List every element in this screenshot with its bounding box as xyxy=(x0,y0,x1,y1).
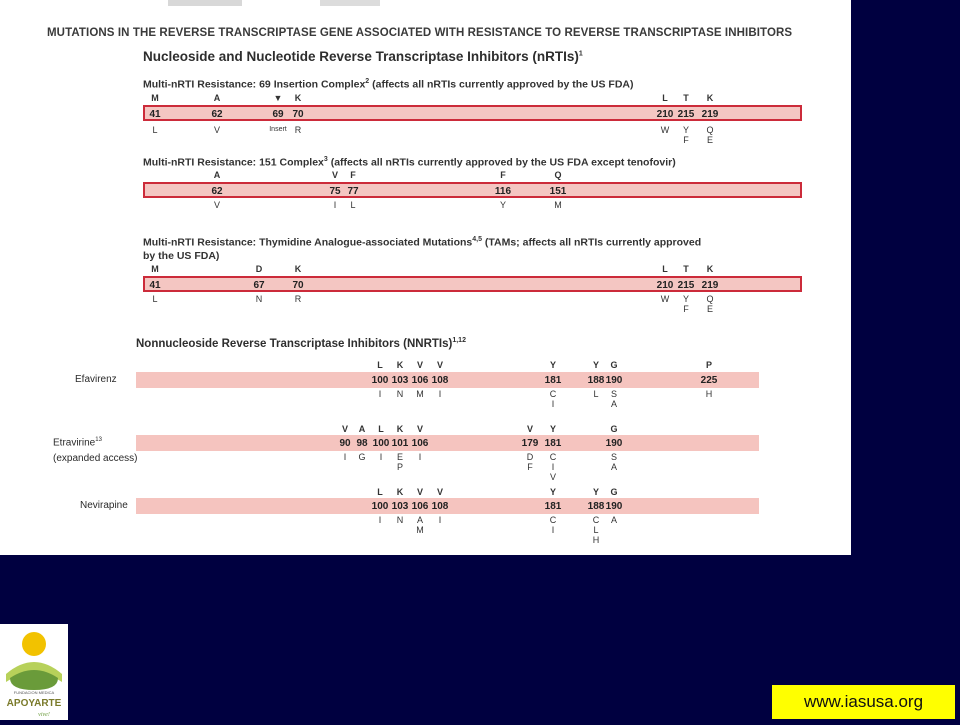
logo-sun-icon xyxy=(22,632,46,656)
codon-position: 106 xyxy=(411,501,429,512)
nrti-group-3-subtitle: Multi-nRTI Resistance: Thymidine Analogue-associated Mutations$^{4,5}$ (TAMs; affects all nRTIs currently approved xyxy=(143,236,702,249)
mutation-residue: Y xyxy=(499,200,506,210)
mutation-residue: Q xyxy=(706,294,714,304)
wild-type-residue: K xyxy=(706,93,714,103)
wild-type-residue: Y xyxy=(592,360,599,370)
mutation-residues xyxy=(420,515,460,525)
codon-position: 108 xyxy=(431,375,449,386)
source-url[interactable]: www.iasusa.org xyxy=(772,685,955,719)
mutation-residue: I xyxy=(551,525,555,535)
mutation-residue: L xyxy=(152,294,158,304)
mutation-residues xyxy=(135,125,175,135)
mutation-residues xyxy=(278,294,318,304)
mutation-residue: A xyxy=(610,515,617,525)
codon-position: 151 xyxy=(549,186,567,197)
mutation-residue: F xyxy=(683,304,689,314)
wild-type-residue: V xyxy=(416,424,423,434)
codon-position: 210 xyxy=(656,109,674,120)
mutation-residue: N xyxy=(396,515,404,525)
codon-position: 70 xyxy=(292,280,304,291)
codon-position: 103 xyxy=(391,375,409,386)
etravirine-band xyxy=(136,435,759,451)
mutation-residues xyxy=(533,452,573,482)
drug-etravirine-note: (expanded access) xyxy=(53,453,138,464)
mutation-residues xyxy=(690,125,730,145)
mutation-residue: Insert xyxy=(269,126,287,133)
codon-position: 215 xyxy=(677,109,695,120)
codon-position: 190 xyxy=(605,375,623,386)
wild-type-residue: P xyxy=(705,360,712,370)
mutation-residues xyxy=(689,389,729,399)
wild-type-residue: K xyxy=(294,93,302,103)
codon-position: 210 xyxy=(656,280,674,291)
codon-position: 188 xyxy=(587,375,605,386)
wild-type-residue: Y xyxy=(549,487,556,497)
codon-position: 98 xyxy=(356,438,368,449)
mutation-residue: H xyxy=(705,389,713,399)
mutation-residue: S xyxy=(610,389,617,399)
mutation-residue: I xyxy=(438,515,442,525)
mutation-residue: C xyxy=(549,452,557,462)
mutation-residues xyxy=(333,200,373,210)
mutation-residues xyxy=(278,125,318,135)
mutation-residue: G xyxy=(358,452,366,462)
codon-position: 62 xyxy=(211,109,223,120)
codon-position: 100 xyxy=(372,438,390,449)
wild-type-residue: K xyxy=(706,264,714,274)
mutation-residue: L xyxy=(593,389,599,399)
wild-type-residue: A xyxy=(213,170,221,180)
codon-position: 67 xyxy=(253,280,265,291)
mutation-residue: L xyxy=(152,125,158,135)
codon-position: 100 xyxy=(371,375,389,386)
mutation-residues xyxy=(594,515,634,525)
wild-type-residue: V xyxy=(416,487,423,497)
wild-type-residue: K xyxy=(396,424,404,434)
mutation-residue: C xyxy=(549,389,557,399)
mutation-residues xyxy=(400,452,440,462)
mutation-residue: F xyxy=(683,135,689,145)
nnrti-section-title: Nonnucleoside Reverse Transcriptase Inhibitors (NNRTIs)$^{1,12}$ xyxy=(136,337,466,350)
top-tab-fragment xyxy=(168,0,242,6)
logo-graphic xyxy=(0,624,68,720)
mutation-residue: V xyxy=(213,125,220,135)
codon-position: 215 xyxy=(677,280,695,291)
mutation-residue: N xyxy=(255,294,263,304)
codon-position: 75 xyxy=(329,186,341,197)
mutation-residues xyxy=(239,294,279,304)
table-title: MUTATIONS IN THE REVERSE TRANSCRIPTASE GENE ASSOCIATED WITH RESISTANCE TO REVERSE TRANSCRIPTASE INHIBITORS xyxy=(47,27,793,39)
nrti-section-title: Nucleoside and Nucleotide Reverse Transcriptase Inhibitors (nRTIs)$^1$ xyxy=(143,49,583,64)
wild-type-residue: A xyxy=(213,93,221,103)
wild-type-residue: T xyxy=(683,93,689,103)
mutation-residue: S xyxy=(610,452,617,462)
wild-type-residue: V xyxy=(341,424,348,434)
mutation-residues xyxy=(594,389,634,409)
codon-position: 77 xyxy=(347,186,359,197)
mutation-residue: Y xyxy=(682,125,689,135)
mutation-residue: A xyxy=(416,515,423,525)
wild-type-residue: Y xyxy=(592,487,599,497)
wild-type-residue: K xyxy=(294,264,302,274)
drug-nevirapine: Nevirapine xyxy=(80,500,128,511)
codon-position: 188 xyxy=(587,501,605,512)
mutation-residue: C xyxy=(592,515,600,525)
mutation-residue: Y xyxy=(682,294,689,304)
codon-position: 181 xyxy=(544,501,562,512)
wild-type-residue: L xyxy=(662,264,668,274)
mutation-residue: I xyxy=(418,452,422,462)
codon-position: 219 xyxy=(701,280,719,291)
logo-tagline: vive! xyxy=(38,712,50,718)
codon-position: 103 xyxy=(391,501,409,512)
codon-position: 41 xyxy=(149,280,161,291)
mutation-residue: I xyxy=(343,452,347,462)
wild-type-residue: ▼ xyxy=(273,93,283,103)
nrti-group-2-band xyxy=(143,182,802,198)
mutation-residues xyxy=(533,389,573,409)
mutation-residues xyxy=(197,125,237,135)
wild-type-residue: M xyxy=(151,264,159,274)
wild-type-residue: L xyxy=(662,93,668,103)
mutation-residues xyxy=(690,294,730,314)
mutation-residues xyxy=(538,200,578,210)
nrti-group-2-subtitle: Multi-nRTI Resistance: 151 Complex$^3$ (affects all nRTIs currently approved by the US FDA except tenofovir) xyxy=(143,156,676,169)
mutation-residue: N xyxy=(396,389,404,399)
codon-position: 181 xyxy=(544,375,562,386)
wild-type-residue: V xyxy=(416,360,423,370)
mutation-residue: E xyxy=(706,304,713,314)
wild-type-residue: L xyxy=(377,487,383,497)
top-tab-fragment xyxy=(320,0,380,6)
codon-position: 108 xyxy=(431,501,449,512)
mutation-residue: I xyxy=(378,515,382,525)
wild-type-residue: G xyxy=(610,487,618,497)
wild-type-residue: Y xyxy=(549,424,556,434)
mutation-residue: C xyxy=(549,515,557,525)
mutation-residue: V xyxy=(213,200,220,210)
mutation-residue: W xyxy=(660,294,670,304)
mutation-residue: M xyxy=(554,200,562,210)
codon-position: 106 xyxy=(411,375,429,386)
mutation-residues xyxy=(533,515,573,535)
mutation-residue: W xyxy=(660,125,670,135)
codon-position: 181 xyxy=(544,438,562,449)
wild-type-residue: T xyxy=(683,264,689,274)
mutation-residue: D xyxy=(526,452,534,462)
wild-type-residue: L xyxy=(378,424,384,434)
mutation-residue: R xyxy=(294,294,302,304)
wild-type-residue: V xyxy=(436,487,443,497)
drug-efavirenz: Efavirenz xyxy=(75,374,117,385)
mutation-residue: A xyxy=(610,462,617,472)
codon-position: 106 xyxy=(411,438,429,449)
codon-position: 100 xyxy=(371,501,389,512)
wild-type-residue: D xyxy=(255,264,263,274)
wild-type-residue: K xyxy=(396,360,404,370)
wild-type-residue: F xyxy=(500,170,506,180)
wild-type-residue: Q xyxy=(554,170,562,180)
wild-type-residue: V xyxy=(526,424,533,434)
wild-type-residue: V xyxy=(436,360,443,370)
mutation-residue: I xyxy=(333,200,337,210)
mutation-residue: L xyxy=(350,200,356,210)
codon-position: 116 xyxy=(494,186,512,197)
mutation-residue: I xyxy=(378,389,382,399)
codon-position: 179 xyxy=(521,438,539,449)
mutation-residue: I xyxy=(551,399,555,409)
mutation-residue: V xyxy=(549,472,556,482)
wild-type-residue: L xyxy=(377,360,383,370)
wild-type-residue: M xyxy=(151,93,159,103)
drug-etravirine: Etravirine$^{13}$ xyxy=(53,437,102,449)
apoyarte-logo xyxy=(0,624,68,720)
mutation-residue: F xyxy=(527,462,533,472)
mutation-residue: R xyxy=(294,125,302,135)
wild-type-residue: F xyxy=(350,170,356,180)
wild-type-residue: K xyxy=(396,487,404,497)
nrti-group-1-subtitle: Multi-nRTI Resistance: 69 Insertion Complex$^2$ (affects all nRTIs currently approved by the US FDA) xyxy=(143,78,634,91)
mutation-residue: E xyxy=(396,452,403,462)
mutation-residues xyxy=(594,452,634,472)
mutation-residue: E xyxy=(706,135,713,145)
wild-type-residue: V xyxy=(331,170,338,180)
mutation-residue: I xyxy=(551,462,555,472)
codon-position: 70 xyxy=(292,109,304,120)
wild-type-residue: G xyxy=(610,360,618,370)
codon-position: 101 xyxy=(391,438,409,449)
mutation-residue: M xyxy=(416,389,424,399)
mutation-residues xyxy=(197,200,237,210)
mutation-residue: Q xyxy=(706,125,714,135)
codon-position: 69 xyxy=(272,109,284,120)
codon-position: 190 xyxy=(605,438,623,449)
logo-org-line: FUNDACION MEDICA xyxy=(13,690,55,695)
logo-org-name: APOYARTE xyxy=(6,698,62,709)
codon-position: 219 xyxy=(701,109,719,120)
wild-type-residue: A xyxy=(358,424,366,434)
mutation-residue: I xyxy=(379,452,383,462)
codon-position: 62 xyxy=(211,186,223,197)
mutation-residues xyxy=(483,200,523,210)
nrti-group-3-subtitle-line2: by the US FDA) xyxy=(143,250,220,262)
mutation-residue: I xyxy=(438,389,442,399)
mutation-residue: L xyxy=(593,525,599,535)
codon-position: 41 xyxy=(149,109,161,120)
codon-position: 190 xyxy=(605,501,623,512)
mutation-residue: M xyxy=(416,525,424,535)
mutation-residues xyxy=(420,389,460,399)
mutation-residue: P xyxy=(396,462,403,472)
wild-type-residue: Y xyxy=(549,360,556,370)
mutation-residues xyxy=(135,294,175,304)
mutation-residue: A xyxy=(610,399,617,409)
codon-position: 225 xyxy=(700,375,718,386)
mutation-residue: H xyxy=(592,535,600,545)
wild-type-residue: G xyxy=(610,424,618,434)
codon-position: 90 xyxy=(339,438,351,449)
